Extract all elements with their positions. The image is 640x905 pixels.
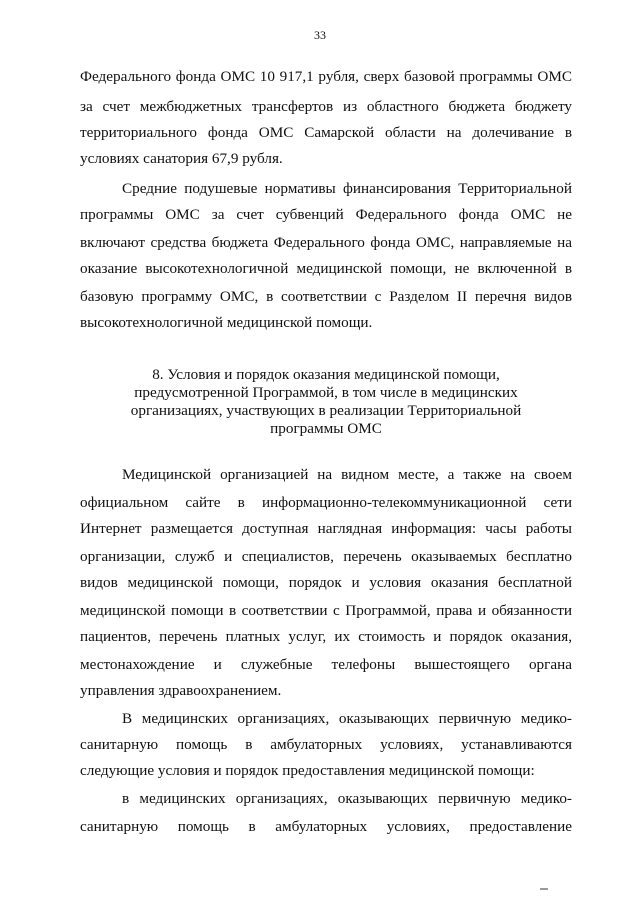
text-line: в медицинских организациях, оказывающих первичную медико- xyxy=(122,790,572,807)
text-line: условиях санатория 67,9 рубля. xyxy=(80,150,283,167)
text-line: территориального фонда ОМС Самарской области на долечивание в xyxy=(80,124,572,141)
section-heading-line: 8. Условия и порядок оказания медицинской помощи, xyxy=(152,366,500,383)
text-line: за счет межбюджетных трансфертов из областного бюджета бюджету xyxy=(80,98,572,115)
text-line: Медицинской организацией на видном месте, а также на своем xyxy=(122,466,572,483)
text-line: видов медицинской помощи, порядок и условия оказания бесплатной xyxy=(80,574,572,591)
text-line: программы ОМС за счет субвенций Федерального фонда ОМС не xyxy=(80,206,572,223)
text-line: Федерального фонда ОМС 10 917,1 рубля, сверх базовой программы ОМС xyxy=(80,68,572,85)
text-line: оказание высокотехнологичной медицинской помощи, не включенной в xyxy=(80,260,572,277)
text-line: Средние подушевые нормативы финансирования Территориальной xyxy=(122,180,572,197)
text-line: санитарную помощь в амбулаторных условиях, устанавливаются xyxy=(80,736,572,753)
text-line: медицинской помощи в соответствии с Программой, права и обязанности xyxy=(80,602,572,619)
text-line: В медицинских организациях, оказывающих первичную медико- xyxy=(122,710,572,727)
section-heading-line: организациях, участвующих в реализации Территориальной xyxy=(130,402,522,419)
text-line: санитарную помощь в амбулаторных условиях, предоставление xyxy=(80,818,572,835)
text-line: базовую программу ОМС, в соответствии с Разделом II перечня видов xyxy=(80,288,572,305)
text-line: следующие условия и порядок предоставления медицинской помощи: xyxy=(80,762,535,779)
scan-artifact xyxy=(540,888,548,890)
text-line: управления здравоохранением. xyxy=(80,682,282,699)
text-line: включают средства бюджета Федерального фонда ОМС, направляемые на xyxy=(80,234,572,251)
section-heading-line: программы ОМС xyxy=(270,420,382,437)
text-line: организации, служб и специалистов, перечень оказываемых бесплатно xyxy=(80,548,572,565)
text-line: пациентов, перечень платных услуг, их стоимость и порядок оказания, xyxy=(80,628,572,645)
text-line: официальном сайте в информационно-телекоммуникационной сети xyxy=(80,494,572,511)
text-line: Интернет размещается доступная наглядная информация: часы работы xyxy=(80,520,572,537)
text-line: высокотехнологичной медицинской помощи. xyxy=(80,314,373,331)
section-heading-line: предусмотренной Программой, в том числе в медицинских xyxy=(134,384,518,401)
page-number: 33 xyxy=(314,28,326,42)
text-line: местонахождение и служебные телефоны вышестоящего органа xyxy=(80,656,572,673)
